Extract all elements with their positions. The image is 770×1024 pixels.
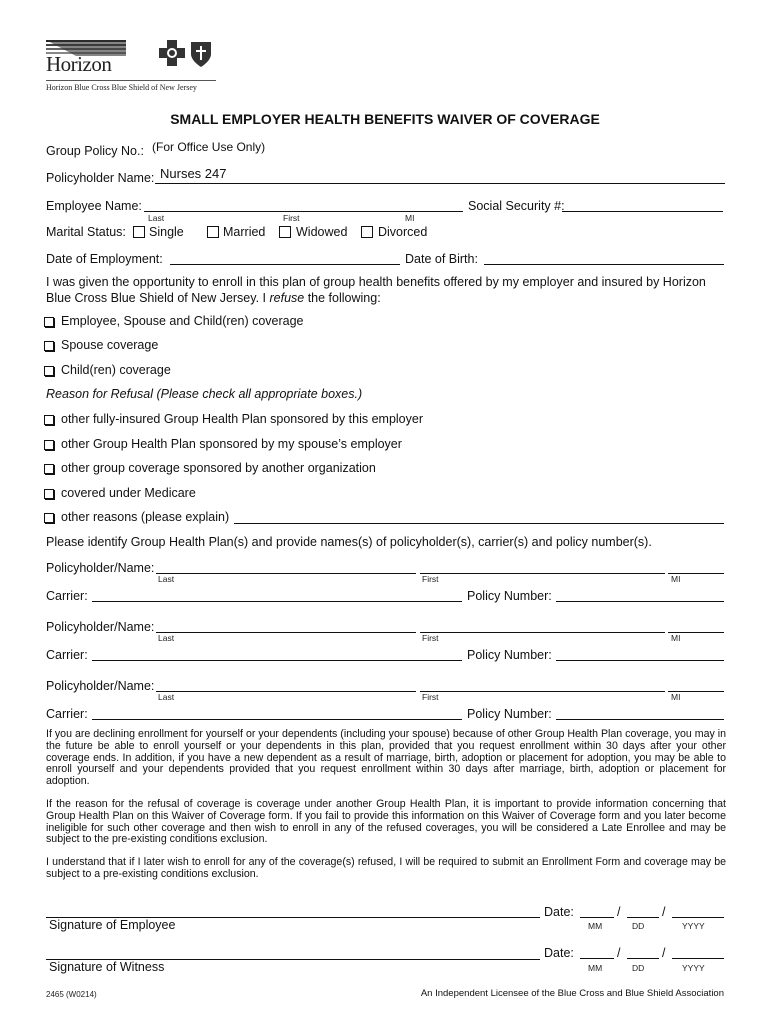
mi-caption: MI	[671, 574, 681, 584]
policyholder-value[interactable]: Nurses 247	[160, 166, 227, 181]
last-caption: Last	[158, 692, 175, 702]
group-policy-value: (For Office Use Only)	[152, 140, 266, 154]
date-employment-field[interactable]	[170, 264, 400, 265]
paragraph-declining-enrollment: If you are declining enrollment for yourself or your dependents (including your spouse) because of other Group Health Plan coverage, you may in the future be able to enroll yourself or your dependents in this plan, provided that you request enrollment within 30 days after your other coverage ends. In addition, if you have a new dependent as a result of marriage, birth, adoption or placement for adoption, you may be able to enroll yourself and your dependents provided that you request enrollment within 30 days after marriage, birth, adoption or placement for adoption.	[46, 728, 726, 788]
employee-name-label: Employee Name:	[46, 199, 142, 213]
last-caption: Last	[158, 574, 175, 584]
coverage-spouse-checkbox[interactable]	[44, 341, 54, 351]
witness-date-yyyy[interactable]	[672, 958, 724, 959]
refusal-option-label: other fully-insured Group Health Plan sponsored by this employer	[61, 412, 423, 426]
employee-date-dd[interactable]	[627, 917, 659, 918]
yyyy-caption: YYYY	[682, 921, 705, 931]
policyholder-label: Policyholder Name:	[46, 171, 155, 185]
plan3-carrier-label: Carrier:	[46, 707, 88, 721]
mm-caption: MM	[588, 921, 603, 931]
plan1-carrier-label: Carrier:	[46, 589, 88, 603]
divorced-checkbox[interactable]	[361, 226, 373, 238]
plan1-last-field[interactable]	[156, 573, 416, 574]
employee-name-field[interactable]	[144, 211, 463, 212]
blue-cross-icon	[159, 40, 185, 66]
refusal-option-label: other Group Health Plan sponsored by my spouse’s employer	[61, 437, 402, 451]
logo-tagline: Horizon Blue Cross Blue Shield of New Jersey	[46, 83, 197, 92]
plan3-policy-number-label: Policy Number:	[467, 707, 552, 721]
date-slash: /	[662, 946, 666, 960]
coverage-children-checkbox[interactable]	[44, 366, 54, 376]
plan2-last-field[interactable]	[156, 632, 416, 633]
refusal-employer-plan-checkbox[interactable]	[44, 415, 54, 425]
divorced-label: Divorced	[378, 225, 428, 239]
last-caption: Last	[148, 213, 165, 223]
refusal-medicare-checkbox[interactable]	[44, 489, 54, 499]
dd-caption: DD	[632, 921, 645, 931]
yyyy-caption: YYYY	[682, 963, 705, 973]
plan2-policy-number-field[interactable]	[556, 660, 724, 661]
married-label: Married	[223, 225, 266, 239]
single-label: Single	[149, 225, 184, 239]
witness-date-label: Date:	[544, 946, 574, 960]
coverage-option-label: Employee, Spouse and Child(ren) coverage	[61, 314, 304, 328]
plan3-first-field[interactable]	[420, 691, 665, 692]
paragraph-refusal-reason: If the reason for the refusal of coverage is coverage under another Group Health Plan, it is important to provide information concerning that Group Health Plan on this Waiver of Coverage form. If you fail to provide this information on this Waiver of Coverage form and you later become ineligible for such other coverage and then wish to enroll in any of the refused coverages, you will be considered a Late Enrollee and may be subject to the pre-existing conditions exclusion.	[46, 798, 726, 846]
marital-status-label: Marital Status:	[46, 225, 126, 239]
first-caption: First	[422, 574, 439, 584]
date-birth-label: Date of Birth:	[405, 252, 478, 266]
identify-instructions: Please identify Group Health Plan(s) and provide names(s) of policyholder(s), carrier(s) and policy number(s).	[46, 535, 652, 549]
employee-date-yyyy[interactable]	[672, 917, 724, 918]
coverage-option-label: Spouse coverage	[61, 338, 159, 352]
plan1-policyholder-label: Policyholder/Name:	[46, 561, 155, 575]
refusal-other-org-checkbox[interactable]	[44, 464, 54, 474]
widowed-label: Widowed	[296, 225, 348, 239]
ssn-field[interactable]	[562, 211, 723, 212]
group-policy-label: Group Policy No.:	[46, 144, 144, 158]
witness-date-mm[interactable]	[580, 958, 614, 959]
first-caption: First	[422, 633, 439, 643]
logo-divider	[46, 80, 216, 81]
blue-shield-icon	[189, 40, 213, 68]
first-caption: First	[422, 692, 439, 702]
other-reasons-field[interactable]	[234, 523, 724, 524]
form-number: 2465 (W0214)	[46, 990, 97, 999]
date-slash: /	[617, 946, 621, 960]
intro-line-1: I was given the opportunity to enroll in this plan of group health benefits offered by my employer and insured by Horizon	[46, 275, 706, 289]
mi-caption: MI	[671, 692, 681, 702]
plan2-policy-number-label: Policy Number:	[467, 648, 552, 662]
widowed-checkbox[interactable]	[279, 226, 291, 238]
plan3-policy-number-field[interactable]	[556, 719, 724, 720]
refusal-option-label: other group coverage sponsored by another organization	[61, 461, 376, 475]
employee-signature-label: Signature of Employee	[49, 918, 176, 932]
mi-caption: MI	[405, 213, 415, 223]
mi-caption: MI	[671, 633, 681, 643]
paragraph-understanding: I understand that if I later wish to enroll for any of the coverage(s) refused, I will be required to submit an Enrollment Form and coverage may be subject to a pre-existing conditions exclusion.	[46, 856, 726, 880]
single-checkbox[interactable]	[133, 226, 145, 238]
policyholder-line	[155, 183, 725, 184]
page-title: SMALL EMPLOYER HEALTH BENEFITS WAIVER OF COVERAGE	[170, 111, 600, 127]
plan3-last-field[interactable]	[156, 691, 416, 692]
plan2-first-field[interactable]	[420, 632, 665, 633]
married-checkbox[interactable]	[207, 226, 219, 238]
mm-caption: MM	[588, 963, 603, 973]
plan1-carrier-field[interactable]	[92, 601, 462, 602]
dd-caption: DD	[632, 963, 645, 973]
date-slash: /	[617, 905, 621, 919]
plan1-policy-number-field[interactable]	[556, 601, 724, 602]
date-employment-label: Date of Employment:	[46, 252, 163, 266]
last-caption: Last	[158, 633, 175, 643]
horizon-logo	[46, 40, 216, 95]
refusal-heading: Reason for Refusal (Please check all appropriate boxes.)	[46, 387, 363, 401]
plan2-carrier-field[interactable]	[92, 660, 462, 661]
date-birth-field[interactable]	[484, 264, 724, 265]
plan2-carrier-label: Carrier:	[46, 648, 88, 662]
employee-date-mm[interactable]	[580, 917, 614, 918]
plan2-policyholder-label: Policyholder/Name:	[46, 620, 155, 634]
refusal-other-reasons-checkbox[interactable]	[44, 513, 54, 523]
plan3-carrier-field[interactable]	[92, 719, 462, 720]
refusal-option-label: covered under Medicare	[61, 486, 196, 500]
first-caption: First	[283, 213, 300, 223]
refusal-option-label: other reasons (please explain)	[61, 510, 230, 524]
logo-wordmark: Horizon	[46, 52, 112, 76]
coverage-employee-spouse-children-checkbox[interactable]	[44, 317, 54, 327]
licensee-statement: An Independent Licensee of the Blue Cross and Blue Shield Association	[420, 988, 724, 999]
witness-date-dd[interactable]	[627, 958, 659, 959]
date-slash: /	[662, 905, 666, 919]
refusal-spouse-plan-checkbox[interactable]	[44, 440, 54, 450]
plan1-policy-number-label: Policy Number:	[467, 589, 552, 603]
employee-date-label: Date:	[544, 905, 574, 919]
coverage-option-label: Child(ren) coverage	[61, 363, 171, 377]
witness-signature-label: Signature of Witness	[49, 960, 165, 974]
ssn-label: Social Security #:	[468, 199, 565, 213]
plan3-policyholder-label: Policyholder/Name:	[46, 679, 155, 693]
plan1-first-field[interactable]	[420, 573, 665, 574]
intro-line-2: Blue Cross Blue Shield of New Jersey. I refuse the following:	[46, 291, 381, 305]
